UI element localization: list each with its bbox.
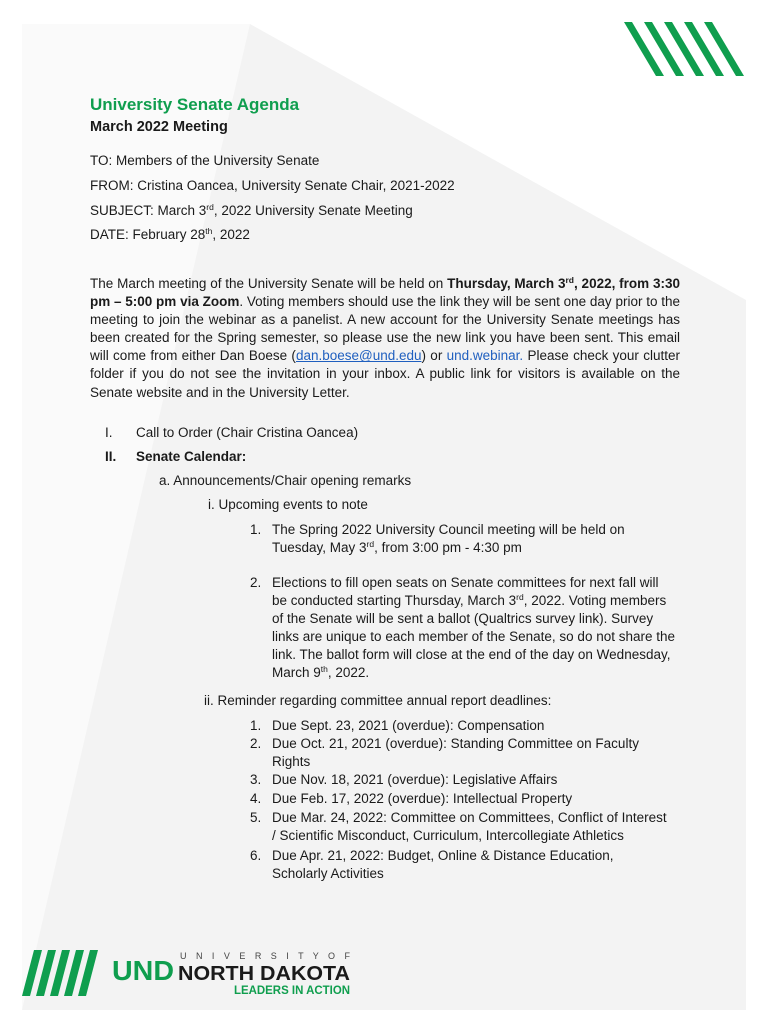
webinar-link[interactable]: und.webinar. bbox=[446, 348, 524, 364]
upcoming-events-label: i. Upcoming events to note bbox=[208, 497, 368, 512]
event-1-number: 1. bbox=[250, 522, 262, 537]
deadline-4-text: Due Feb. 17, 2022 (overdue): Intellectual Property bbox=[272, 791, 573, 806]
logo-north-dakota: NORTH DAKOTA bbox=[178, 963, 350, 985]
agenda-item-2-number: II. bbox=[105, 449, 117, 464]
deadline-2-text: Due Oct. 21, 2021 (overdue): Standing Committee on Faculty Rights bbox=[272, 736, 639, 769]
logo-tagline: LEADERS IN ACTION bbox=[234, 983, 350, 997]
deadline-1-text: Due Sept. 23, 2021 (overdue): Compensation bbox=[272, 718, 545, 733]
deadline-6-text: Due Apr. 21, 2022: Budget, Online & Distance Education, Scholarly Activities bbox=[272, 848, 614, 881]
logo-und-text: UND bbox=[112, 955, 174, 986]
event-2-number: 2. bbox=[250, 575, 262, 590]
email-link[interactable]: dan.boese@und.edu bbox=[295, 348, 422, 364]
agenda-item-1-number: I. bbox=[105, 425, 113, 440]
intro-paragraph: The March meeting of the University Senate will be held on Thursday, March 3rd, 2022, from 3:30 pm – 5:00 pm via Zoom. Voting members should use the link they will be sent one day prior to the meeting to join the webinar as a panelist. A new account for the University Senate meetings has been created for the Spring semester, so please use the new link you have been sent. This email will come from either Dan Boese (dan.boese@und.edu) or und.webinar. Please check your clutter folder if you do not see the invitation in your inbox. A public link for visitors is available on the Senate website and in the University Letter. bbox=[90, 275, 680, 400]
deadline-1-number: 1. bbox=[250, 718, 262, 733]
to-line: TO: Members of the University Senate bbox=[90, 153, 320, 168]
deadline-4-number: 4. bbox=[250, 791, 262, 806]
announcements-label: a. Announcements/Chair opening remarks bbox=[159, 473, 412, 488]
deadline-3-number: 3. bbox=[250, 772, 262, 787]
event-1-text: The Spring 2022 University Council meeting will be held on Tuesday, May 3rd, from 3:00 pm - 4:30 pm bbox=[272, 522, 625, 555]
deadline-3-text: Due Nov. 18, 2021 (overdue): Legislative Affairs bbox=[272, 772, 558, 787]
deadlines-label: ii. Reminder regarding committee annual report deadlines: bbox=[204, 693, 552, 708]
page-subtitle: March 2022 Meeting bbox=[90, 119, 228, 135]
deadline-2-number: 2. bbox=[250, 736, 262, 751]
deadline-5-text: Due Mar. 24, 2022: Committee on Committees, Conflict of Interest / Scientific Misconduct, Curriculum, Intercollegiate Athletics bbox=[272, 810, 667, 843]
agenda-item-1-text: Call to Order (Chair Cristina Oancea) bbox=[136, 425, 359, 440]
logo-university-of: U N I V E R S I T Y O F bbox=[180, 951, 350, 961]
page-title: University Senate Agenda bbox=[90, 95, 300, 114]
subject-line: SUBJECT: March 3rd, 2022 University Senate Meeting bbox=[90, 202, 413, 218]
green-stripes-logo bbox=[624, 22, 750, 76]
agenda-item-2-text: Senate Calendar: bbox=[136, 449, 247, 464]
from-line: FROM: Cristina Oancea, University Senate Chair, 2021-2022 bbox=[90, 178, 455, 193]
und-logo bbox=[22, 946, 352, 998]
deadline-6-number: 6. bbox=[250, 848, 262, 863]
event-2-text: Elections to fill open seats on Senate committees for next fall will be conducted starting Thursday, March 3rd, 2022. Voting members of the Senate will be sent a ballot (Qualtrics survey link). Survey links are unique to each member of the Senate, so do not share the link. The ballot form will close at the end of the day on Wednesday, March 9th, 2022. bbox=[272, 575, 676, 680]
deadline-5-number: 5. bbox=[250, 810, 262, 825]
date-line: DATE: February 28th, 2022 bbox=[90, 226, 250, 242]
